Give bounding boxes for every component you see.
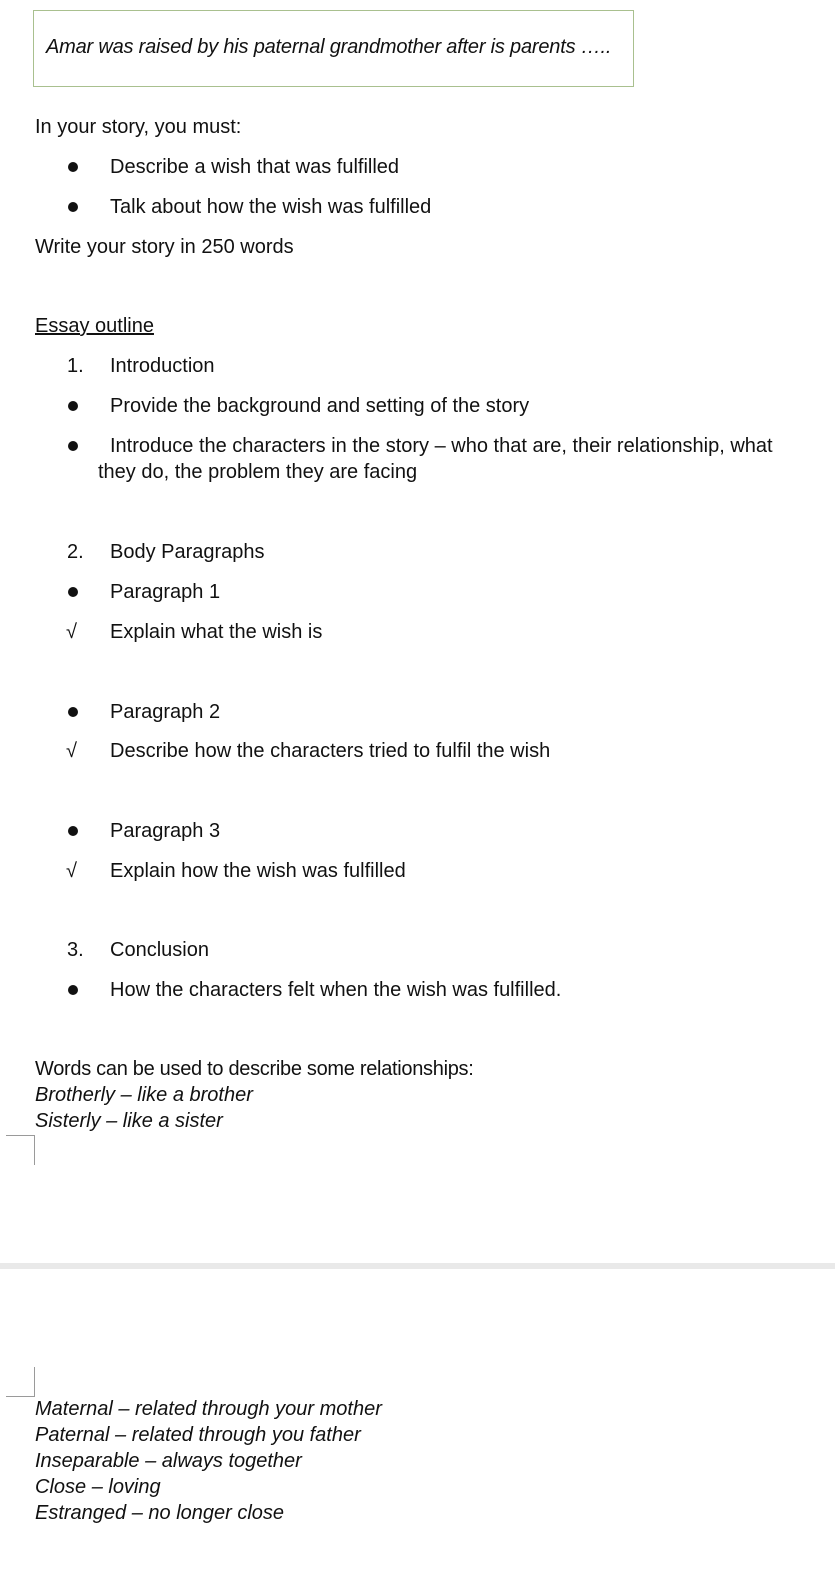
bullet-icon — [68, 826, 78, 836]
paragraph-detail: Explain what the wish is — [110, 621, 323, 643]
vocabulary-word: Paternal – related through you father — [35, 1424, 361, 1446]
check-mark-icon: √ — [66, 860, 77, 882]
instruction-bullet: Talk about how the wish was fulfilled — [110, 196, 432, 218]
bullet-icon — [68, 162, 78, 172]
crop-mark — [34, 1367, 35, 1397]
vocabulary-word: Brotherly – like a brother — [35, 1084, 253, 1106]
outline-point: Introduce the characters in the story – who that are, their relationship, what — [110, 435, 773, 457]
instructions-intro: In your story, you must: — [35, 116, 242, 138]
bullet-icon — [68, 401, 78, 411]
bullet-icon — [68, 707, 78, 717]
paragraph-label: Paragraph 2 — [110, 701, 221, 723]
bullet-icon — [68, 985, 78, 995]
vocabulary-word: Sisterly – like a sister — [35, 1110, 223, 1132]
bullet-icon — [68, 441, 78, 451]
bullet-icon — [68, 587, 78, 597]
section-number: 1. — [67, 355, 84, 377]
paragraph-detail: Explain how the wish was fulfilled — [110, 860, 406, 882]
word-limit: Write your story in 250 words — [35, 236, 294, 258]
outline-point: How the characters felt when the wish was fulfilled. — [110, 979, 562, 1001]
vocabulary-word: Close – loving — [35, 1476, 161, 1498]
crop-mark — [6, 1135, 35, 1136]
crop-mark — [6, 1396, 35, 1397]
outline-point-continuation: they do, the problem they are facing — [98, 461, 418, 483]
prompt-text: Amar was raised by his paternal grandmother after is parents ….. — [46, 36, 612, 58]
section-title: Body Paragraphs — [110, 541, 265, 563]
outline-heading: Essay outline — [35, 315, 154, 337]
instruction-bullet: Describe a wish that was fulfilled — [110, 156, 400, 178]
section-number: 2. — [67, 541, 84, 563]
section-number: 3. — [67, 939, 84, 961]
vocabulary-word: Estranged – no longer close — [35, 1502, 285, 1524]
crop-mark — [34, 1135, 35, 1165]
paragraph-label: Paragraph 3 — [110, 820, 221, 842]
bullet-icon — [68, 202, 78, 212]
prompt-box — [33, 10, 634, 87]
paragraph-label: Paragraph 1 — [110, 581, 221, 603]
page-break — [0, 1263, 835, 1269]
section-title: Conclusion — [110, 939, 209, 961]
vocabulary-word: Inseparable – always together — [35, 1450, 302, 1472]
vocabulary-heading: Words can be used to describe some relationships: — [35, 1058, 474, 1080]
check-mark-icon: √ — [66, 621, 77, 643]
vocabulary-word: Maternal – related through your mother — [35, 1398, 382, 1420]
outline-point: Provide the background and setting of the story — [110, 395, 530, 417]
paragraph-detail: Describe how the characters tried to fulfil the wish — [110, 740, 551, 762]
section-title: Introduction — [110, 355, 215, 377]
check-mark-icon: √ — [66, 740, 77, 762]
